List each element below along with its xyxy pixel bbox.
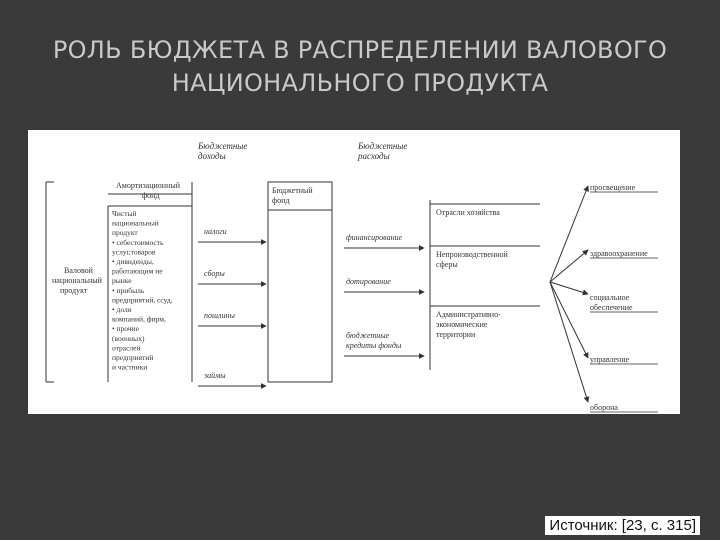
income-list xyxy=(112,209,173,372)
header-expense-2: расходы xyxy=(358,151,390,161)
income-list-item: продукт xyxy=(112,228,138,238)
income-list-item: предприятий xyxy=(112,353,154,362)
amort-fund-1: Амортизационный xyxy=(116,181,181,190)
output-label: здравоохранение xyxy=(590,249,648,258)
income-list-item: Чистый xyxy=(112,209,137,218)
output-label: оборона xyxy=(590,403,618,412)
budget-diagram xyxy=(28,130,680,414)
output-label: управление xyxy=(590,355,630,364)
income-list-item: (военных) xyxy=(112,333,145,343)
title-line-1: РОЛЬ БЮДЖЕТА В РАСПРЕДЕЛЕНИИ ВАЛОВОГО xyxy=(52,36,668,64)
budget-fund-box xyxy=(268,182,332,382)
output-arrow xyxy=(550,282,588,402)
sectors xyxy=(430,200,540,370)
income-list-item: • доля xyxy=(112,305,132,314)
expense-arrow-label: финансирование xyxy=(346,233,403,242)
income-list-item: и частники xyxy=(112,362,148,372)
income-arrow-label: пошлины xyxy=(204,311,235,320)
slide-title xyxy=(0,34,720,100)
sector-label: сферы xyxy=(436,260,458,269)
income-list-item: компаний, фирм, xyxy=(112,314,166,324)
sector-label: территории xyxy=(436,330,476,339)
income-list-item: • прибыль xyxy=(112,285,145,295)
sector-label: Непроизводственной xyxy=(436,250,508,259)
income-list-item: работающим не xyxy=(112,266,163,276)
income-arrow-label: займы xyxy=(204,371,226,380)
output-label: обеспечение xyxy=(590,303,633,312)
diagram-panel xyxy=(28,130,680,414)
gnp-label-2: национальный xyxy=(52,276,102,285)
amort-fund-2: фонд xyxy=(142,191,160,200)
expense-arrows xyxy=(344,233,424,356)
gnp-block xyxy=(46,182,103,382)
expense-arrow-label: кредиты фонды xyxy=(346,341,402,350)
output-label: просвещение xyxy=(590,183,636,192)
income-list-item: услуг,товаров xyxy=(112,247,156,257)
output-label: социальное xyxy=(590,293,630,302)
gnp-label-3: продукт xyxy=(60,286,88,295)
sector-label: Административно- xyxy=(436,310,501,319)
expense-arrow-label: дотирование xyxy=(346,277,391,286)
source-note: Источник: [23, с. 315] xyxy=(545,516,700,535)
income-arrow-label: сборы xyxy=(204,269,225,278)
header-income-2: доходы xyxy=(198,151,226,161)
income-arrows xyxy=(198,227,266,386)
header-expense-1: Бюджетные xyxy=(358,141,408,151)
sector-label: экономические xyxy=(436,320,488,329)
output-arrow xyxy=(550,186,588,282)
header-income-1: Бюджетные xyxy=(198,141,248,151)
budget-fund-2: фонд xyxy=(272,196,290,205)
title-line-2: НАЦИОНАЛЬНОГО ПРОДУКТА xyxy=(171,69,549,97)
output-arrow xyxy=(550,282,588,358)
income-column xyxy=(108,181,192,382)
output-arrow xyxy=(550,282,588,294)
income-list-item: отраслей xyxy=(112,343,141,353)
output-arrow xyxy=(550,250,588,282)
sector-label: Отрасли хозяйства xyxy=(436,208,500,217)
income-list-item: рынке xyxy=(112,276,132,286)
income-list-item: национальный xyxy=(112,218,159,228)
gnp-label-1: Валовой xyxy=(64,266,93,275)
income-list-item: • себестоимость xyxy=(112,237,164,247)
expense-arrow-label: бюджетные xyxy=(346,331,390,340)
budget-fund-1: Бюджетный xyxy=(272,186,313,195)
income-list-item: • дивиденды, xyxy=(112,257,154,266)
income-list-item: предприятий, ссуд, xyxy=(112,295,173,305)
income-list-item: • прочие xyxy=(112,324,139,334)
income-arrow-label: налоги xyxy=(204,227,227,236)
outputs xyxy=(550,183,658,412)
